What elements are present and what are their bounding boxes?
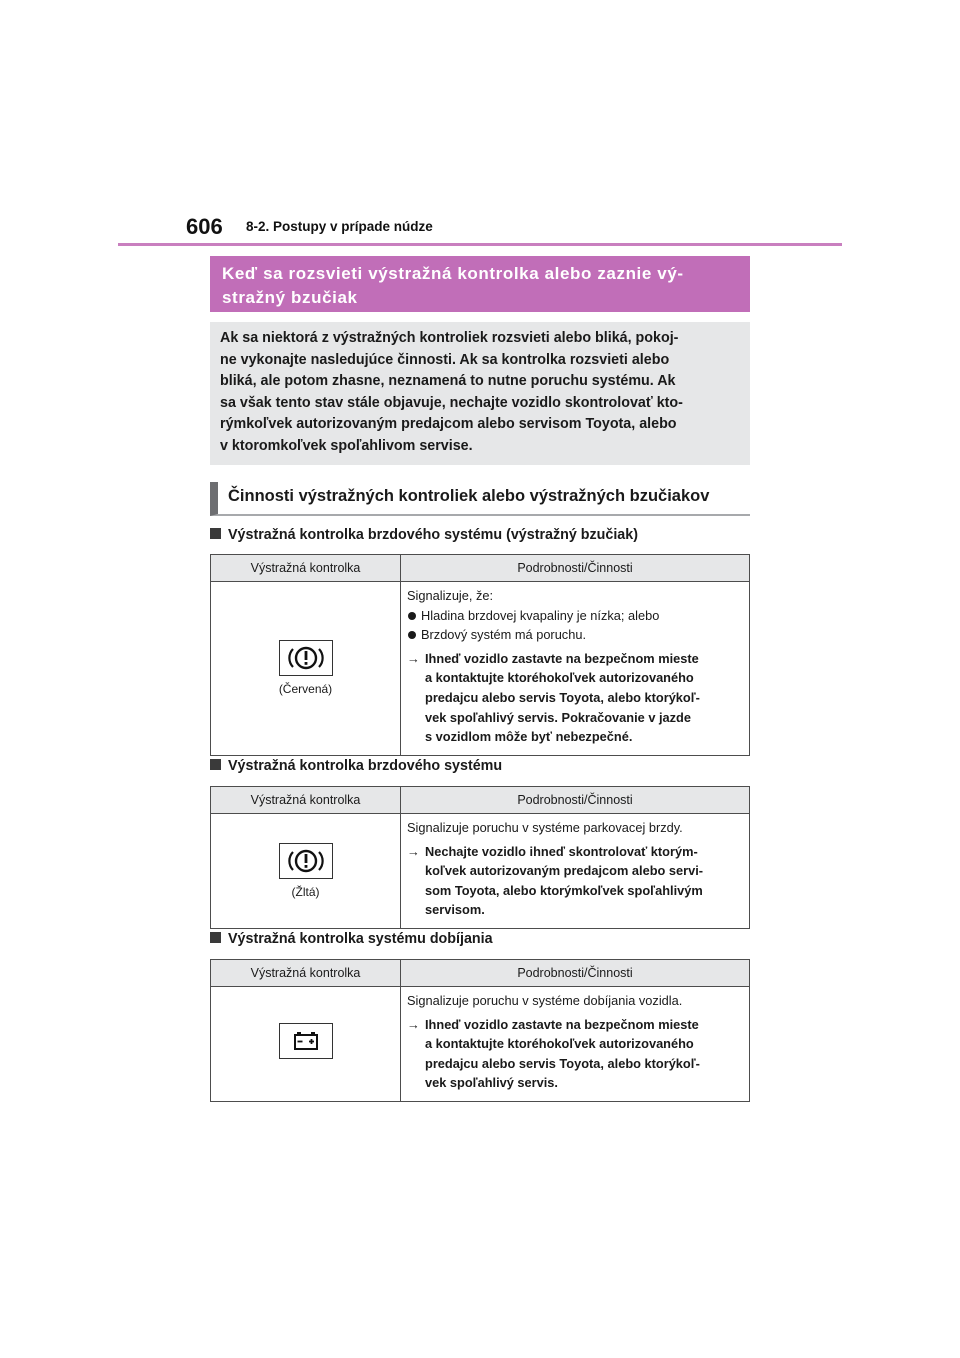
item-title bbox=[210, 931, 493, 947]
page-number: 606 bbox=[186, 214, 223, 239]
column-header-light: Výstražná kontrolka bbox=[211, 555, 401, 582]
item-title-text: Výstražná kontrolka brzdového systému bbox=[228, 758, 503, 774]
intro-line: Ak sa niektorá z výstražných kontroliek rozsvieti alebo bliká, pokoj- bbox=[220, 330, 679, 346]
action-line: predajcu alebo servis Toyota, alebo ktorýkoľ- bbox=[425, 689, 700, 705]
brake-warning-icon bbox=[279, 843, 333, 879]
warning-table bbox=[210, 786, 750, 929]
bullet-dot-icon bbox=[408, 612, 416, 620]
column-header-details: Podrobnosti/Činnosti bbox=[401, 555, 750, 582]
table-header-row bbox=[211, 960, 750, 987]
light-cell bbox=[211, 987, 401, 1102]
item-title-text: Výstražná kontrolka brzdového systému (výstražný bzučiak) bbox=[228, 527, 638, 543]
action-line: som Toyota, alebo ktorýmkoľvek spoľahlivým bbox=[425, 882, 703, 898]
action-text bbox=[407, 1015, 743, 1093]
intro-box bbox=[210, 322, 750, 465]
item-title bbox=[210, 527, 638, 543]
details-intro: Signalizuje poruchu v systéme parkovacej brzdy. bbox=[407, 820, 683, 835]
square-bullet-icon bbox=[210, 932, 221, 943]
item-title bbox=[210, 758, 502, 774]
action-line: a kontaktujte ktoréhokoľvek autorizovaného bbox=[425, 670, 694, 686]
header-rule bbox=[118, 243, 842, 246]
light-cell bbox=[211, 814, 401, 929]
table-row bbox=[211, 814, 750, 929]
brake-warning-icon bbox=[279, 640, 333, 676]
details-cell bbox=[401, 987, 750, 1102]
sub-heading: Činnosti výstražných kontroliek alebo výstražných bzučiakov bbox=[210, 482, 750, 516]
battery-icon bbox=[279, 1023, 333, 1059]
action-line: vek spoľahlivý servis. Pokračovanie v jazde bbox=[425, 709, 691, 725]
action-line: koľvek autorizovaným predajcom alebo servi- bbox=[425, 863, 704, 879]
column-header-details: Podrobnosti/Činnosti bbox=[401, 960, 750, 987]
action-text bbox=[407, 842, 743, 920]
action-line: a kontaktujte ktoréhokoľvek autorizovaného bbox=[425, 1036, 694, 1052]
details-intro: Signalizuje, že: bbox=[407, 588, 494, 603]
action-line: Nechajte vozidlo ihneď skontrolovať ktorým- bbox=[425, 843, 698, 859]
table-row bbox=[211, 582, 750, 756]
action-line: Ihneď vozidlo zastavte na bezpečnom mieste bbox=[425, 650, 699, 666]
action-line: vek spoľahlivý servis. bbox=[425, 1075, 558, 1091]
square-bullet-icon bbox=[210, 528, 221, 539]
light-cell bbox=[211, 582, 401, 756]
intro-line: bliká, ale potom zhasne, neznamená to nutne poruchu systému. Ak bbox=[220, 373, 676, 390]
section-path: 8-2. Postupy v prípade núdze bbox=[246, 219, 433, 234]
column-header-light: Výstražná kontrolka bbox=[211, 960, 401, 987]
details-cell bbox=[401, 582, 750, 756]
intro-line: v ktoromkoľvek spoľahlivom servise. bbox=[220, 437, 473, 454]
warning-table bbox=[210, 554, 750, 756]
main-heading bbox=[210, 256, 750, 312]
details-intro: Signalizuje poruchu v systéme dobíjania vozidla. bbox=[407, 993, 683, 1008]
main-heading-line: stražný bzučiak bbox=[222, 288, 358, 307]
square-bullet-icon bbox=[210, 759, 221, 770]
bullet-dot-icon bbox=[408, 631, 416, 639]
main-heading-line: Keď sa rozsvieti výstražná kontrolka alebo zaznie vý- bbox=[222, 264, 684, 283]
action-line: s vozidlom môže byť nebezpečné. bbox=[425, 729, 633, 745]
warning-table bbox=[210, 959, 750, 1102]
item-title-text: Výstražná kontrolka systému dobíjania bbox=[228, 931, 493, 947]
bullet-text: Hladina brzdovej kvapaliny je nízka; alebo bbox=[421, 607, 660, 623]
action-line: predajcu alebo servis Toyota, alebo ktorýkoľ- bbox=[425, 1055, 700, 1071]
action-text bbox=[407, 649, 743, 747]
bullet-item bbox=[407, 625, 743, 645]
intro-line: ne vykonajte nasledujúce činnosti. Ak sa kontrolka rozsvieti alebo bbox=[220, 351, 670, 368]
column-header-details: Podrobnosti/Činnosti bbox=[401, 787, 750, 814]
arrow-icon: → bbox=[407, 843, 420, 859]
table-header-row bbox=[211, 555, 750, 582]
details-cell bbox=[401, 814, 750, 929]
table-header-row bbox=[211, 787, 750, 814]
arrow-icon: → bbox=[407, 1016, 420, 1032]
action-line: Ihneď vozidlo zastavte na bezpečnom mieste bbox=[425, 1016, 699, 1032]
intro-line: sa však tento stav stále objavuje, nechajte vozidlo skontrolovať kto- bbox=[220, 394, 683, 411]
lamp-color-label: (Žltá) bbox=[291, 884, 320, 899]
bullet-item bbox=[407, 606, 743, 626]
table-row bbox=[211, 987, 750, 1102]
bullet-text: Brzdový systém má poruchu. bbox=[421, 627, 586, 643]
intro-line: rýmkoľvek autorizovaným predajcom alebo servisom Toyota, alebo bbox=[220, 416, 677, 433]
lamp-color-label: (Červená) bbox=[278, 682, 333, 697]
arrow-icon: → bbox=[407, 650, 420, 666]
column-header-light: Výstražná kontrolka bbox=[211, 787, 401, 814]
action-line: servisom. bbox=[425, 902, 485, 918]
